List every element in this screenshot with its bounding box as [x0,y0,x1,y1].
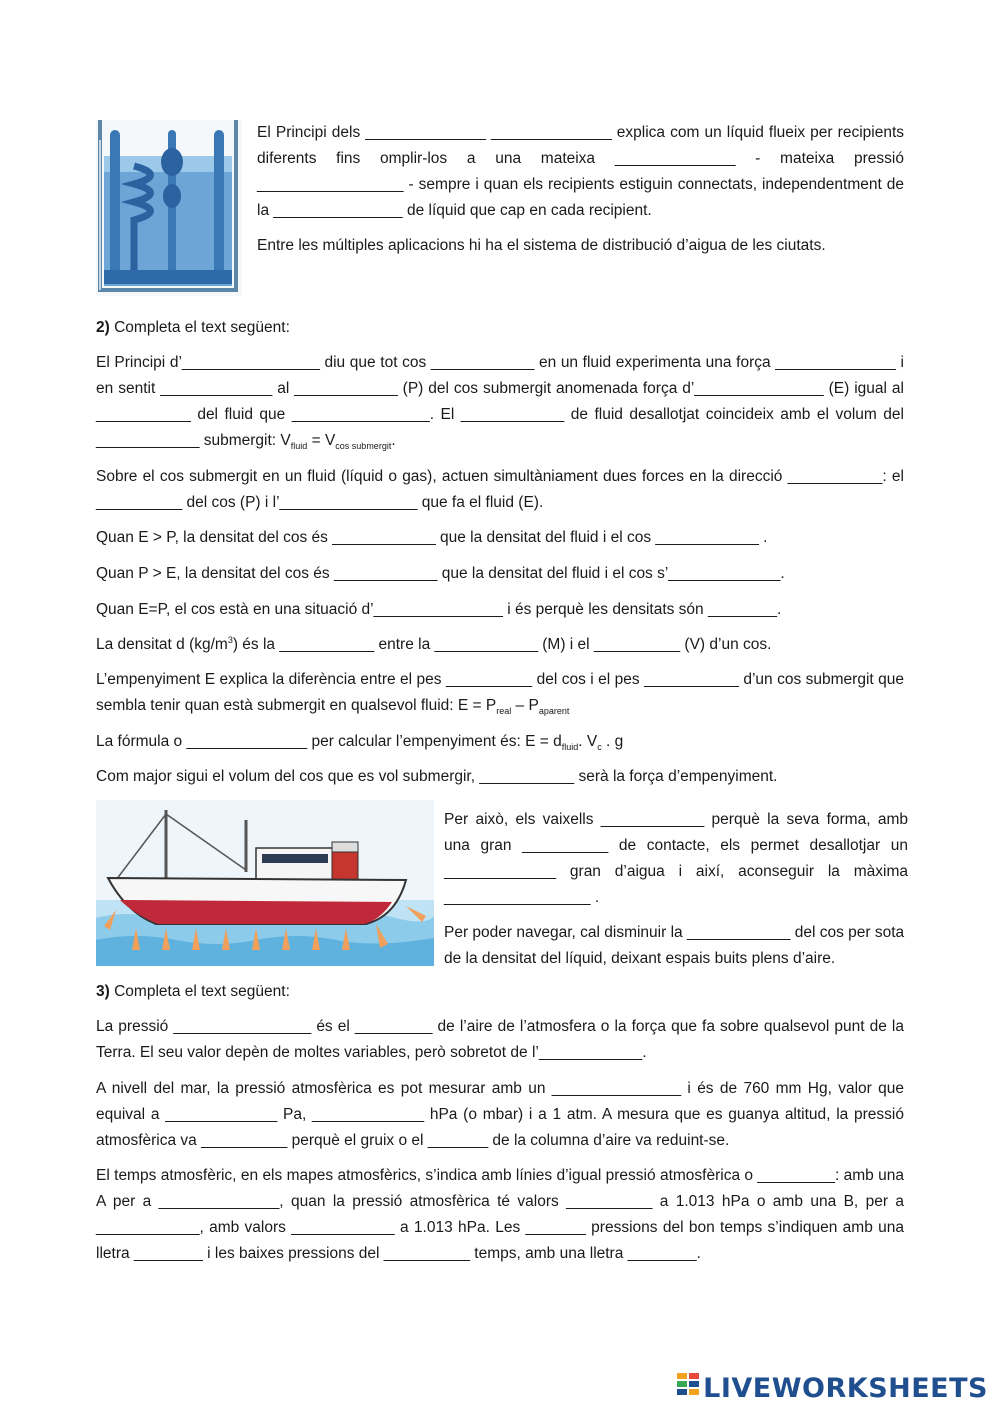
paragraph-pressure: La pressió ________________ és el _________ de l’aire de l’atmosfera o la força que fa sobre qualsevol punt de la Terra. El seu valor depèn de moltes variables, però sobretot de l’____________. [96,1018,904,1061]
buoyancy-text: L’empenyiment E explica la diferència entre el pes __________ del cos i el pes ___________ d’un cos submergit que sembla tenir quan està submergit en qualsevol fluid: E = P [96,671,904,714]
liveworksheets-logo-icon [677,1373,699,1404]
liveworksheets-brand[interactable] [677,1373,988,1404]
formula-text: La fórmula o ______________ per calcular l’empenyiment és: E = d [96,733,562,750]
communicating-vessels-image [96,120,242,296]
minus-text: – P [511,697,539,714]
paragraph-density [96,632,904,658]
subscript-cos-submergit: cos submergit [335,441,392,452]
subscript-c: c [597,742,602,753]
paragraph-navigation: Per poder navegar, cal disminuir la ____________ del cos per sota de la densitat del líquid, deixant espais buits plens d’aire. [444,924,905,967]
density-text-b: ) és la ___________ entre la ____________ (M) i el __________ (V) d’un cos. [232,636,772,653]
paragraph-volume: Com major sigui el volum del cos que es vol submergir, ___________ serà la força d’empenyiment. [96,768,778,785]
archimedes-text: El Principi d’________________ diu que tot cos ____________ en un fluid experimenta una força ______________ i en sentit _____________ al ____________ (P) del cos submergit anomenada força d’_______________ (E) igual al ___________ del fluid que ________________. El ____________ de fluid desallotjat coincideix amb el volum del ____________ submergit: V [96,354,904,449]
paragraph-ships: Per això, els vaixells ____________ perquè la seva forma, amb una gran __________ de contacte, els permet desallotjar un _____________ gran d’aigua i així, aconseguir la màxima _________________ . [444,811,908,906]
paragraph-p-greater-e: Quan P > E, la densitat del cos és ____________ que la densitat del fluid i el cos s’_____________. [96,565,785,582]
liveworksheets-brand-text: LIVEWORKSHEETS [703,1373,988,1404]
boat-image [96,800,434,966]
subscript-fluid-2: fluid [561,742,579,753]
subscript-real: real [496,706,512,717]
paragraph-sea-level: A nivell del mar, la pressió atmosfèrica es pot mesurar amb un _______________ i és de 760 mm Hg, valor que equival a _____________ Pa, _____________ hPa (o mbar) i a 1 atm. A mesura que es guanya altitud, la pressió atmosfèrica va __________ perquè el gruix o el _______ de la columna d’aire va reduint-se. [96,1080,904,1149]
section-2-number: 2) [96,319,110,336]
section-2-heading-text: Completa el text següent: [109,319,290,336]
section-3-number: 3) [96,983,110,1000]
paragraph-pascal-vessels: El Principi dels ______________ ______________ explica com un líquid flueix per recipients diferents fins omplir-los a una mateixa ______________ - mateixa pressió _________________ - sempre i quan els recipients estiguin connectats, independentment de la _______________ de líquid que cap en cada recipient. [257,124,904,219]
paragraph-weather-maps: El temps atmosfèric, en els mapes atmosfèrics, s’indica amb línies d’igual pressió atmosfèrica o _________: amb una A per a ______________, quan la pressió atmosfèrica té valors __________ a 1.013 hPa o amb una B, per a ____________, amb valors ____________ a 1.013 hPa. Les _______ pressions del bon temps s’indiquen amb una lletra ________ i les baixes pressions del __________ temps, amb una lletra ________. [96,1167,904,1262]
superscript-3: 3 [227,634,233,645]
section-3-heading-text: Completa el text següent: [109,983,290,1000]
paragraph-buoyancy-weight [96,667,904,719]
subscript-fluid: fluid [290,441,308,452]
paragraph-e-greater-p: Quan E > P, la densitat del cos és ____________ que la densitat del fluid i el cos ____________ . [96,529,768,546]
section-3-heading [96,979,904,1005]
formula-g-text: . g [601,733,624,750]
paragraph-archimedes [96,350,904,454]
density-text-a: La densitat d (kg/m [96,636,228,653]
paragraph-equilibrium: Quan E=P, el cos està en una situació d’_______________ i és perquè les densitats són ________. [96,601,782,618]
formula-v-text: . V [578,733,598,750]
paragraph-formula [96,729,904,755]
period-text: . [391,432,396,449]
paragraph-forces: Sobre el cos submergit en un fluid (líquid o gas), actuen simultàniament dues forces en la direcció ___________: el __________ del cos (P) i l’________________ que fa el fluid (E). [96,468,904,511]
paragraph-applications: Entre les múltiples aplicacions hi ha el sistema de distribució d’aigua de les ciutats. [257,237,826,254]
subscript-aparent: aparent [538,706,570,717]
equals-text: = V [307,432,336,449]
section-2-heading [96,315,904,341]
